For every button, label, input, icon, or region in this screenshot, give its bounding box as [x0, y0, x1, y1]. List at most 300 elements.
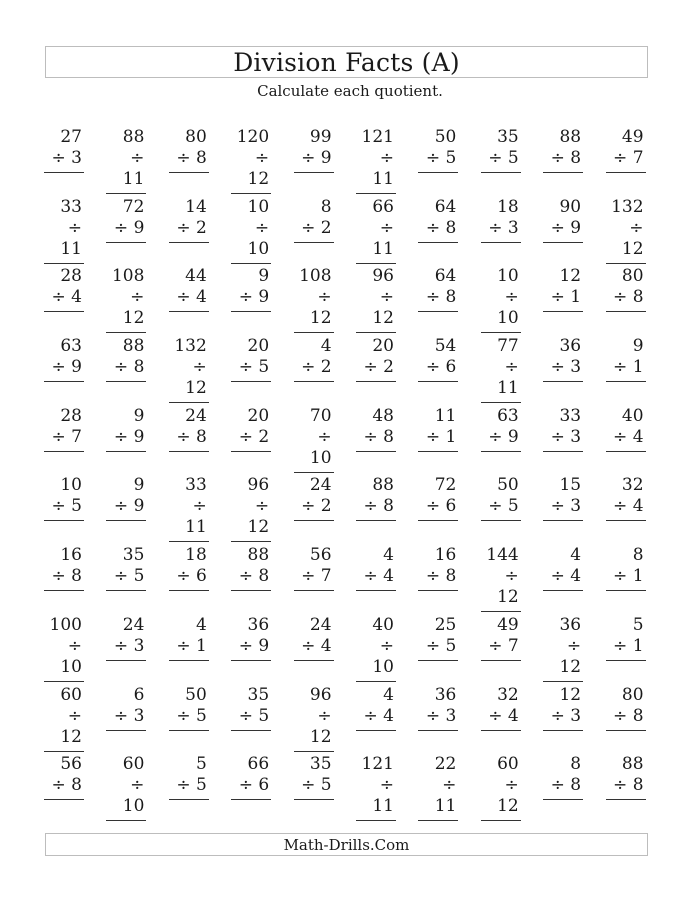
divisor: ÷ 1 — [606, 566, 646, 591]
divisor: ÷ 4 — [356, 706, 396, 731]
divisor: ÷ 3 — [106, 636, 146, 661]
division-problem — [418, 754, 458, 817]
divisor: ÷ 8 — [356, 496, 396, 521]
divisor: ÷ 7 — [606, 148, 646, 173]
division-problem — [44, 545, 84, 603]
dividend: 49 — [621, 127, 644, 147]
divisor: ÷ 2 — [169, 218, 209, 243]
division-problem — [294, 266, 334, 329]
divisor: ÷ 5 — [418, 148, 458, 173]
divisor: ÷ 1 — [169, 636, 209, 661]
divisor: ÷ 7 — [294, 566, 334, 591]
dividend: 33 — [559, 405, 582, 426]
dividend: 24 — [122, 614, 145, 635]
divisor: ÷ 8 — [543, 775, 583, 800]
division-problem — [294, 754, 334, 812]
divisor: ÷ 9 — [543, 218, 583, 243]
dividend: 8 — [320, 196, 332, 217]
divisor: ÷ 4 — [481, 706, 521, 731]
dividend: 24 — [185, 405, 207, 426]
division-problem — [231, 615, 271, 673]
divisor: ÷ 3 — [543, 706, 583, 731]
divisor: ÷ 5 — [231, 357, 271, 382]
divisor: ÷ 7 — [44, 427, 84, 452]
divisor: ÷ 4 — [543, 566, 583, 591]
divisor: ÷ 12 — [294, 706, 334, 752]
division-problem — [606, 615, 646, 673]
dividend: 15 — [559, 475, 582, 496]
dividend: 16 — [60, 545, 82, 566]
dividend: 28 — [60, 405, 82, 426]
divisor: ÷ 11 — [356, 775, 396, 821]
divisor: ÷ 4 — [356, 566, 396, 591]
division-problem — [356, 336, 396, 394]
division-problem — [294, 615, 334, 673]
divisor: ÷ 8 — [44, 566, 84, 591]
divisor: ÷ 8 — [231, 566, 271, 591]
divisor: ÷ 8 — [418, 287, 458, 312]
division-problem — [106, 336, 146, 394]
divisor: ÷ 12 — [543, 636, 583, 682]
divisor: ÷ 6 — [231, 775, 271, 800]
division-problem — [44, 336, 84, 394]
division-problem — [418, 127, 458, 185]
dividend: 56 — [309, 545, 332, 566]
division-problem — [294, 127, 334, 185]
division-problem — [294, 405, 334, 468]
worksheet-title-box — [45, 46, 648, 78]
divisor: ÷ 12 — [44, 706, 84, 752]
dividend: 35 — [247, 684, 270, 705]
divisor: ÷ 11 — [169, 496, 209, 542]
division-problem — [106, 266, 146, 329]
division-problem — [606, 266, 646, 324]
divisor: ÷ 8 — [169, 427, 209, 452]
dividend: 49 — [497, 614, 519, 635]
divisor: ÷ 9 — [106, 427, 146, 452]
division-problem — [543, 336, 583, 394]
division-problem — [606, 475, 646, 533]
dividend: 10 — [60, 475, 82, 496]
division-problem — [356, 685, 396, 743]
divisor: ÷ 12 — [481, 775, 521, 821]
divisor: ÷ 5 — [481, 148, 521, 173]
divisor: ÷ 11 — [481, 357, 521, 403]
division-problem — [356, 406, 396, 464]
division-problem — [606, 685, 646, 743]
dividend: 14 — [185, 196, 207, 217]
divisor: ÷ 2 — [294, 357, 334, 382]
division-problem — [44, 475, 84, 533]
dividend: 100 — [49, 614, 82, 635]
divisor: ÷ 4 — [294, 636, 334, 661]
divisor: ÷ 8 — [606, 775, 646, 800]
dividend: 80 — [621, 266, 644, 287]
dividend: 25 — [434, 614, 457, 635]
division-problem — [418, 406, 458, 464]
dividend: 50 — [185, 684, 207, 705]
divisor: ÷ 8 — [356, 427, 396, 452]
divisor: ÷ 6 — [418, 496, 458, 521]
division-problem — [356, 754, 396, 817]
division-problem — [481, 545, 521, 608]
dividend: 60 — [122, 754, 145, 775]
worksheet-title: Division Facts (A) — [233, 47, 460, 77]
division-problem — [106, 197, 146, 255]
dividend: 132 — [611, 196, 644, 217]
divisor: ÷ 3 — [543, 496, 583, 521]
dividend: 50 — [497, 475, 519, 496]
divisor: ÷ 3 — [106, 706, 146, 731]
divisor: ÷ 9 — [231, 287, 271, 312]
dividend: 88 — [247, 545, 270, 566]
divisor: ÷ 9 — [294, 148, 334, 173]
dividend: 9 — [133, 405, 145, 426]
dividend: 96 — [247, 475, 270, 496]
division-problem — [231, 475, 271, 538]
division-problem — [44, 266, 84, 324]
footer-text: Math-Drills.Com — [283, 835, 410, 854]
dividend: 36 — [559, 336, 582, 357]
division-problem — [543, 406, 583, 464]
divisor: ÷ 1 — [543, 287, 583, 312]
dividend: 90 — [559, 196, 582, 217]
divisor: ÷ 12 — [606, 218, 646, 264]
dividend: 63 — [60, 336, 82, 357]
divisor: ÷ 12 — [169, 357, 209, 403]
division-problem — [169, 197, 209, 255]
divisor: ÷ 5 — [231, 706, 271, 731]
divisor: ÷ 5 — [106, 566, 146, 591]
divisor: ÷ 11 — [44, 218, 84, 264]
division-problem — [606, 406, 646, 464]
divisor: ÷ 2 — [294, 218, 334, 243]
dividend: 24 — [309, 614, 332, 635]
division-problem — [418, 197, 458, 255]
dividend: 60 — [60, 684, 82, 705]
division-problem — [543, 685, 583, 743]
division-problem — [543, 475, 583, 533]
divisor: ÷ 10 — [231, 218, 271, 264]
division-problem — [418, 266, 458, 324]
divisor: ÷ 1 — [418, 427, 458, 452]
dividend: 64 — [434, 266, 457, 287]
dividend: 5 — [195, 754, 207, 775]
dividend: 8 — [570, 754, 582, 775]
divisor: ÷ 11 — [356, 218, 396, 264]
division-problem — [169, 615, 209, 673]
dividend: 4 — [320, 336, 332, 357]
division-problem — [231, 127, 271, 189]
division-problem — [418, 336, 458, 394]
dividend: 36 — [434, 684, 457, 705]
divisor: ÷ 9 — [481, 427, 521, 452]
dividend: 9 — [258, 266, 270, 287]
divisor: ÷ 2 — [356, 357, 396, 382]
division-problem — [44, 754, 84, 812]
division-problem — [543, 545, 583, 603]
division-problem — [106, 754, 146, 817]
division-problem — [481, 406, 521, 464]
divisor: ÷ 5 — [294, 775, 334, 800]
dividend: 80 — [185, 127, 207, 147]
divisor: ÷ 10 — [481, 287, 521, 333]
divisor: ÷ 4 — [169, 287, 209, 312]
dividend: 35 — [309, 754, 332, 775]
division-problem — [44, 196, 84, 259]
division-problem — [106, 406, 146, 464]
divisor: ÷ 8 — [169, 148, 209, 173]
dividend: 120 — [236, 127, 270, 147]
divisor: ÷ 4 — [44, 287, 84, 312]
division-problem — [231, 685, 271, 743]
dividend: 88 — [621, 754, 644, 775]
dividend: 96 — [309, 684, 332, 705]
dividend: 48 — [372, 405, 394, 426]
dividend: 10 — [497, 266, 519, 287]
dividend: 88 — [372, 475, 394, 496]
division-problem — [543, 266, 583, 324]
divisor: ÷ 9 — [231, 636, 271, 661]
divisor: ÷ 8 — [418, 218, 458, 243]
dividend: 20 — [247, 405, 270, 426]
divisor: ÷ 7 — [481, 636, 521, 661]
division-problem — [543, 127, 583, 185]
dividend: 12 — [559, 266, 582, 287]
division-problem — [169, 336, 209, 399]
dividend: 132 — [174, 336, 207, 357]
division-problem — [169, 475, 209, 538]
dividend: 108 — [111, 266, 145, 287]
divisor: ÷ 8 — [606, 287, 646, 312]
dividend: 88 — [122, 336, 145, 357]
dividend: 36 — [247, 614, 270, 635]
divisor: ÷ 10 — [356, 636, 396, 682]
division-problem — [231, 336, 271, 394]
divisor: ÷ 1 — [606, 636, 646, 661]
dividend: 56 — [60, 754, 82, 775]
division-problem — [294, 336, 334, 394]
dividend: 44 — [185, 266, 207, 287]
divisor: ÷ 8 — [106, 357, 146, 382]
division-problem — [418, 545, 458, 603]
dividend: 96 — [372, 266, 394, 287]
divisor: ÷ 1 — [606, 357, 646, 382]
division-problem — [106, 685, 146, 743]
division-problem — [543, 754, 583, 812]
dividend: 64 — [434, 196, 457, 217]
divisor: ÷ 8 — [543, 148, 583, 173]
dividend: 11 — [434, 405, 457, 426]
divisor: ÷ 2 — [231, 427, 271, 452]
divisor: ÷ 3 — [418, 706, 458, 731]
divisor: ÷ 4 — [606, 427, 646, 452]
dividend: 63 — [497, 405, 519, 426]
division-problem — [606, 754, 646, 812]
division-problem — [481, 197, 521, 255]
dividend: 80 — [621, 684, 644, 705]
dividend: 88 — [559, 127, 582, 147]
divisor: ÷ 9 — [106, 496, 146, 521]
dividend: 16 — [434, 545, 457, 566]
division-problem — [481, 754, 521, 817]
dividend: 9 — [133, 475, 145, 496]
division-problem — [169, 127, 209, 185]
divisor: ÷ 5 — [481, 496, 521, 521]
divisor: ÷ 10 — [294, 427, 334, 473]
division-problem — [543, 614, 583, 677]
dividend: 35 — [497, 127, 519, 147]
divisor: ÷ 4 — [606, 496, 646, 521]
dividend: 18 — [497, 196, 519, 217]
dividend: 28 — [60, 266, 82, 287]
dividend: 4 — [383, 684, 394, 705]
division-problem — [606, 336, 646, 394]
dividend: 35 — [122, 545, 145, 566]
division-problem — [356, 127, 396, 189]
division-problem — [231, 266, 271, 324]
divisor: ÷ 5 — [169, 706, 209, 731]
divisor: ÷ 11 — [418, 775, 458, 821]
dividend: 32 — [497, 684, 519, 705]
divisor: ÷ 8 — [418, 566, 458, 591]
division-problem — [356, 475, 396, 533]
dividend: 10 — [247, 196, 270, 217]
division-problem — [44, 684, 84, 747]
division-problem — [169, 406, 209, 464]
divisor: ÷ 5 — [169, 775, 209, 800]
dividend: 6 — [133, 684, 145, 705]
dividend: 8 — [632, 545, 644, 566]
division-problem — [606, 545, 646, 603]
division-problem — [169, 545, 209, 603]
divisor: ÷ 12 — [106, 287, 146, 333]
dividend: 4 — [383, 545, 394, 566]
division-problem — [294, 545, 334, 603]
division-problem — [606, 127, 646, 185]
dividend: 72 — [434, 475, 457, 496]
division-problem — [418, 685, 458, 743]
dividend: 18 — [185, 545, 207, 566]
dividend: 20 — [372, 336, 394, 357]
division-problem — [418, 475, 458, 533]
division-problem — [356, 614, 396, 677]
instructions: Calculate each quotient. — [257, 82, 443, 100]
dividend: 27 — [60, 127, 82, 147]
division-problem — [106, 127, 146, 189]
dividend: 36 — [559, 614, 582, 635]
divisor: ÷ 12 — [231, 496, 271, 542]
division-problem — [481, 685, 521, 743]
divisor: ÷ 3 — [543, 357, 583, 382]
dividend: 99 — [309, 127, 332, 147]
divisor: ÷ 6 — [418, 357, 458, 382]
division-problem — [294, 475, 334, 533]
division-problem — [169, 754, 209, 812]
dividend: 121 — [361, 754, 394, 775]
division-problem — [231, 545, 271, 603]
dividend: 54 — [434, 336, 457, 357]
division-problem — [231, 754, 271, 812]
division-problem — [481, 475, 521, 533]
dividend: 88 — [122, 127, 145, 147]
dividend: 32 — [621, 475, 644, 496]
dividend: 66 — [372, 196, 394, 217]
dividend: 121 — [361, 127, 394, 147]
divisor: ÷ 2 — [294, 496, 334, 521]
division-problem — [231, 406, 271, 464]
division-problem — [169, 685, 209, 743]
division-problem — [481, 266, 521, 329]
divisor: ÷ 3 — [481, 218, 521, 243]
divisor: ÷ 5 — [44, 496, 84, 521]
divisor: ÷ 8 — [44, 775, 84, 800]
division-problem — [481, 615, 521, 673]
dividend: 4 — [570, 545, 582, 566]
dividend: 33 — [185, 475, 207, 496]
problem-grid — [44, 127, 646, 817]
dividend: 108 — [299, 266, 332, 287]
footer-box — [45, 833, 648, 856]
division-problem — [481, 127, 521, 185]
division-problem — [106, 475, 146, 533]
dividend: 33 — [60, 196, 82, 217]
division-problem — [356, 196, 396, 259]
divisor: ÷ 6 — [169, 566, 209, 591]
divisor: ÷ 10 — [44, 636, 84, 682]
division-problem — [169, 266, 209, 324]
dividend: 77 — [497, 336, 519, 357]
dividend: 70 — [309, 405, 332, 426]
divisor: ÷ 12 — [294, 287, 334, 333]
division-problem — [44, 127, 84, 185]
dividend: 66 — [247, 754, 270, 775]
divisor: ÷ 11 — [356, 148, 396, 194]
division-problem — [231, 196, 271, 259]
divisor: ÷ 9 — [44, 357, 84, 382]
division-problem — [44, 614, 84, 677]
division-problem — [294, 197, 334, 255]
dividend: 144 — [486, 545, 519, 566]
divisor: ÷ 5 — [418, 636, 458, 661]
divisor: ÷ 12 — [231, 148, 271, 194]
division-problem — [356, 266, 396, 329]
dividend: 40 — [372, 614, 394, 635]
divisor: ÷ 3 — [543, 427, 583, 452]
divisor: ÷ 11 — [106, 148, 146, 194]
division-problem — [356, 545, 396, 603]
dividend: 24 — [309, 475, 332, 496]
dividend: 72 — [122, 196, 145, 217]
division-problem — [543, 197, 583, 255]
divisor: ÷ 9 — [106, 218, 146, 243]
dividend: 12 — [559, 684, 582, 705]
division-problem — [106, 545, 146, 603]
dividend: 4 — [195, 614, 207, 635]
divisor: ÷ 3 — [44, 148, 84, 173]
divisor: ÷ 12 — [481, 566, 521, 612]
division-problem — [44, 406, 84, 464]
dividend: 50 — [434, 127, 457, 147]
divisor: ÷ 10 — [106, 775, 146, 821]
dividend: 9 — [632, 336, 644, 357]
dividend: 5 — [632, 614, 644, 635]
dividend: 20 — [247, 336, 270, 357]
division-problem — [294, 684, 334, 747]
division-problem — [418, 615, 458, 673]
dividend: 60 — [497, 754, 519, 775]
dividend: 40 — [621, 405, 644, 426]
